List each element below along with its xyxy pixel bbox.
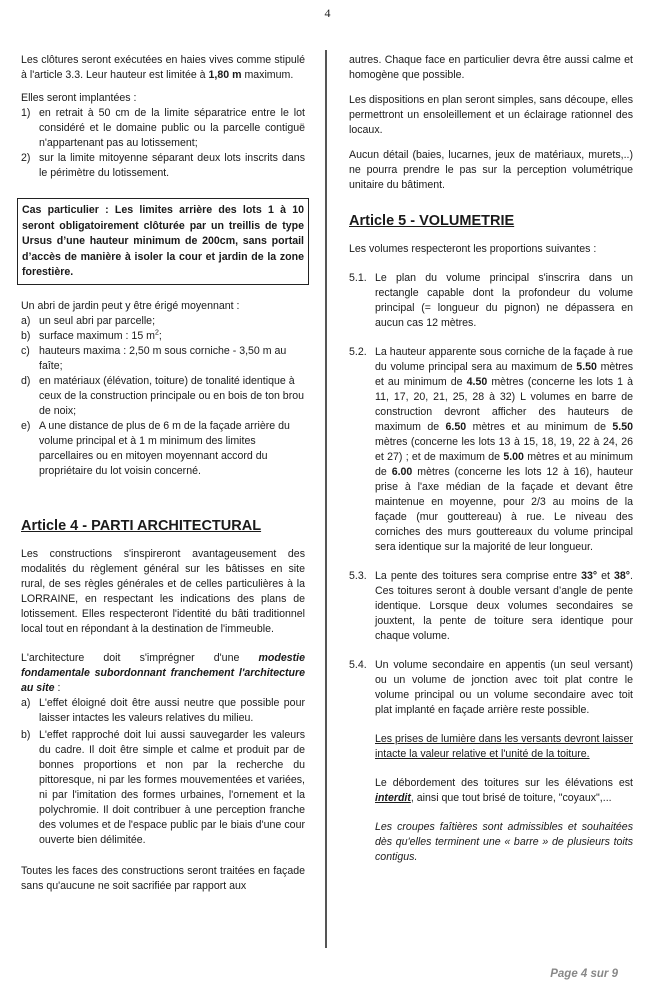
column-divider xyxy=(325,50,327,948)
plan-paragraph: Les dispositions en plan seront simples, sans découpe, elles permettront un ensoleillement et un éclairage rationnel des locaux. xyxy=(349,94,633,136)
list-item: a) L'effet éloigné doit être aussi neutre que possible pour laisser intactes les valeurs relatives du milieu. xyxy=(21,696,305,724)
list-item: c) hauteurs maxima : 2,50 m sous corniche - 3,50 m au faîte; xyxy=(21,344,287,372)
implantation-list xyxy=(21,106,305,181)
croupes-paragraph: Les croupes faîtières sont admissibles et souhaitées dès qu'elles terminent une « barre » de plusieurs toits contigus. xyxy=(375,821,633,863)
list-item-5-4: 5.4. Un volume secondaire en appentis (un seul versant) ou un volume de jonction avec toit plat contre le volume principal ou un volume secondaire avec toit plat implanté en façade arrière reste possible. xyxy=(349,659,633,716)
page-number: 4 xyxy=(324,6,331,20)
light-openings-note: Les prises de lumière dans les versants devront laisser intacte la valeur relative et l'unité de la toiture. xyxy=(375,733,633,760)
list-item: d) en matériaux (élévation, toiture) de tonalité identique à ceux de la construction principale ou en bois de ton brou de noix; xyxy=(21,374,305,417)
list-item: 1) en retrait à 50 cm de la limite séparatrice entre le lot considéré et le domaine public ou la parcelle contiguë n'appartenant pas au lotissement; xyxy=(21,107,305,149)
list-item: a) un seul abri par parcelle; xyxy=(21,314,156,327)
implantation-intro: Elles seront implantées : xyxy=(21,92,137,104)
overhang-paragraph: Le débordement des toitures sur les élévations est interdit, ainsi que tout brisé de toiture, "coyaux",... xyxy=(375,777,633,804)
garden-shed-list xyxy=(21,314,305,479)
detail-paragraph: Aucun détail (baies, lucarnes, jeux de matériaux, murets,..) ne pourra prendre le pas sur la perception volumétrique unitaire du bâtiment. xyxy=(349,149,633,191)
right-column xyxy=(349,53,633,865)
page-footer: Page 4 sur 9 xyxy=(550,968,618,980)
article-4-paragraph-2: L'architecture doit s'imprégner d'une modestie fondamentale subordonnant franchement l'architecture au site : xyxy=(21,651,305,694)
list-item-5-1: 5.1. Le plan du volume principal s'inscrira dans un rectangle capable dont la profondeur du volume principal (= longueur du pignon) ne dépassera en aucun cas 12 mètres. xyxy=(349,272,633,329)
special-case-box: Cas particulier : Les limites arrière des lots 1 à 10 seront obligatoirement clôturée par un treillis de type Ursus d’une hauteur minimum de 200cm, sans portail d’accès de manière à isoler la cour et jardin de la zone forestière. xyxy=(17,198,309,285)
list-item-5-2: 5.2. La hauteur apparente sous corniche de la façade à rue du volume principal sera au maximum de 5.50 mètres et au minimum de 4.50 mètres (concerne les lots 1 à 11, 17, 20, 21, 25, 28 à 32) L volumes en barre de construction devront afficher des hauteurs de maximum de 6.50 mètres et au minimum de 5.50 mètres (concerne les lots 13 à 15, 18, 19, 22 à 24, 26 et 27) ; et de maximum de 5.00 mètres et au minimum de 6.00 mètres (concerne les lots 12 à 16), hauteur prise à l'axe médian de la façade et devant être maintenue en moyenne, pour 2/3 au moins de la façade (mur gouttereau) à rue. Le niveau des corniches des murs gouttereaux du volume principal sera identique sur la majorité de leur longueur. xyxy=(349,346,634,553)
list-item: e) A une distance de plus de 6 m de la façade arrière du volume principal et à 1 m minimum des limites parcellaires ou en mitoyen moyennant accord du propriétaire du lot voisin concerné. xyxy=(21,419,290,477)
article-4-paragraph-3: Toutes les faces des constructions seront traitées en façade sans qu'aucune ne soit sacrifiée par rapport aux xyxy=(21,864,305,892)
garden-shed-intro: Un abri de jardin peut y être érigé moyennant : xyxy=(21,299,240,312)
article-5-intro: Les volumes respecteront les proportions suivantes : xyxy=(349,243,597,255)
list-item: b) L'effet rapproché doit lui aussi sauvegarder les valeurs du cadre. Il doit être simple et calme et produit par de bonnes proportions et non par la recherche du pittoresque, ni par les formes mouvementées et variées, ni par l'imitation des formes urbaines, l'ornement et la polychromie. Il doit contribuer à une perception franche des volumes et de l'espace public par le biais d'une cour ouverte bien délimitée. xyxy=(21,728,305,846)
volumetrie-list xyxy=(349,271,633,718)
left-column xyxy=(21,53,305,894)
article-4-heading: Article 4 - PARTI ARCHITECTURAL xyxy=(21,517,262,534)
fence-paragraph: Les clôtures seront exécutées en haies vives comme stipulé à l'article 3.3. Leur hauteur est limitée à 1,80 m maximum. xyxy=(21,54,305,81)
article-5-heading: Article 5 - VOLUMETRIE xyxy=(349,213,515,229)
architecture-list xyxy=(21,696,305,848)
faces-paragraph: autres. Chaque face en particulier devra être aussi calme et homogène que possible. xyxy=(349,54,633,81)
list-item: b) surface maximum : 15 $m^2$; xyxy=(21,328,162,342)
list-item-5-3: 5.3. La pente des toitures sera comprise entre 33° et 38°. Ces toitures seront à double versant d’angle de pente identique. Lorsque deux volumes secondaires se jouxtent, la pente de toiture sera identique pour chaque volume. xyxy=(349,570,633,642)
list-item: 2) sur la limite mitoyenne séparant deux lots inscrits dans le périmètre du lotissement. xyxy=(21,152,305,179)
article-4-paragraph-1: Les constructions s'inspireront avantageusement des modalités du règlement général sur les bâtisses en site rural, de ses règles générales et de celles particulières à la LORRAINE, en respectant les indications des plans de lotissement. Elles respecteront l'identité du bâti traditionnel local tout en répondant à la destination de l'immeuble. xyxy=(21,547,305,635)
